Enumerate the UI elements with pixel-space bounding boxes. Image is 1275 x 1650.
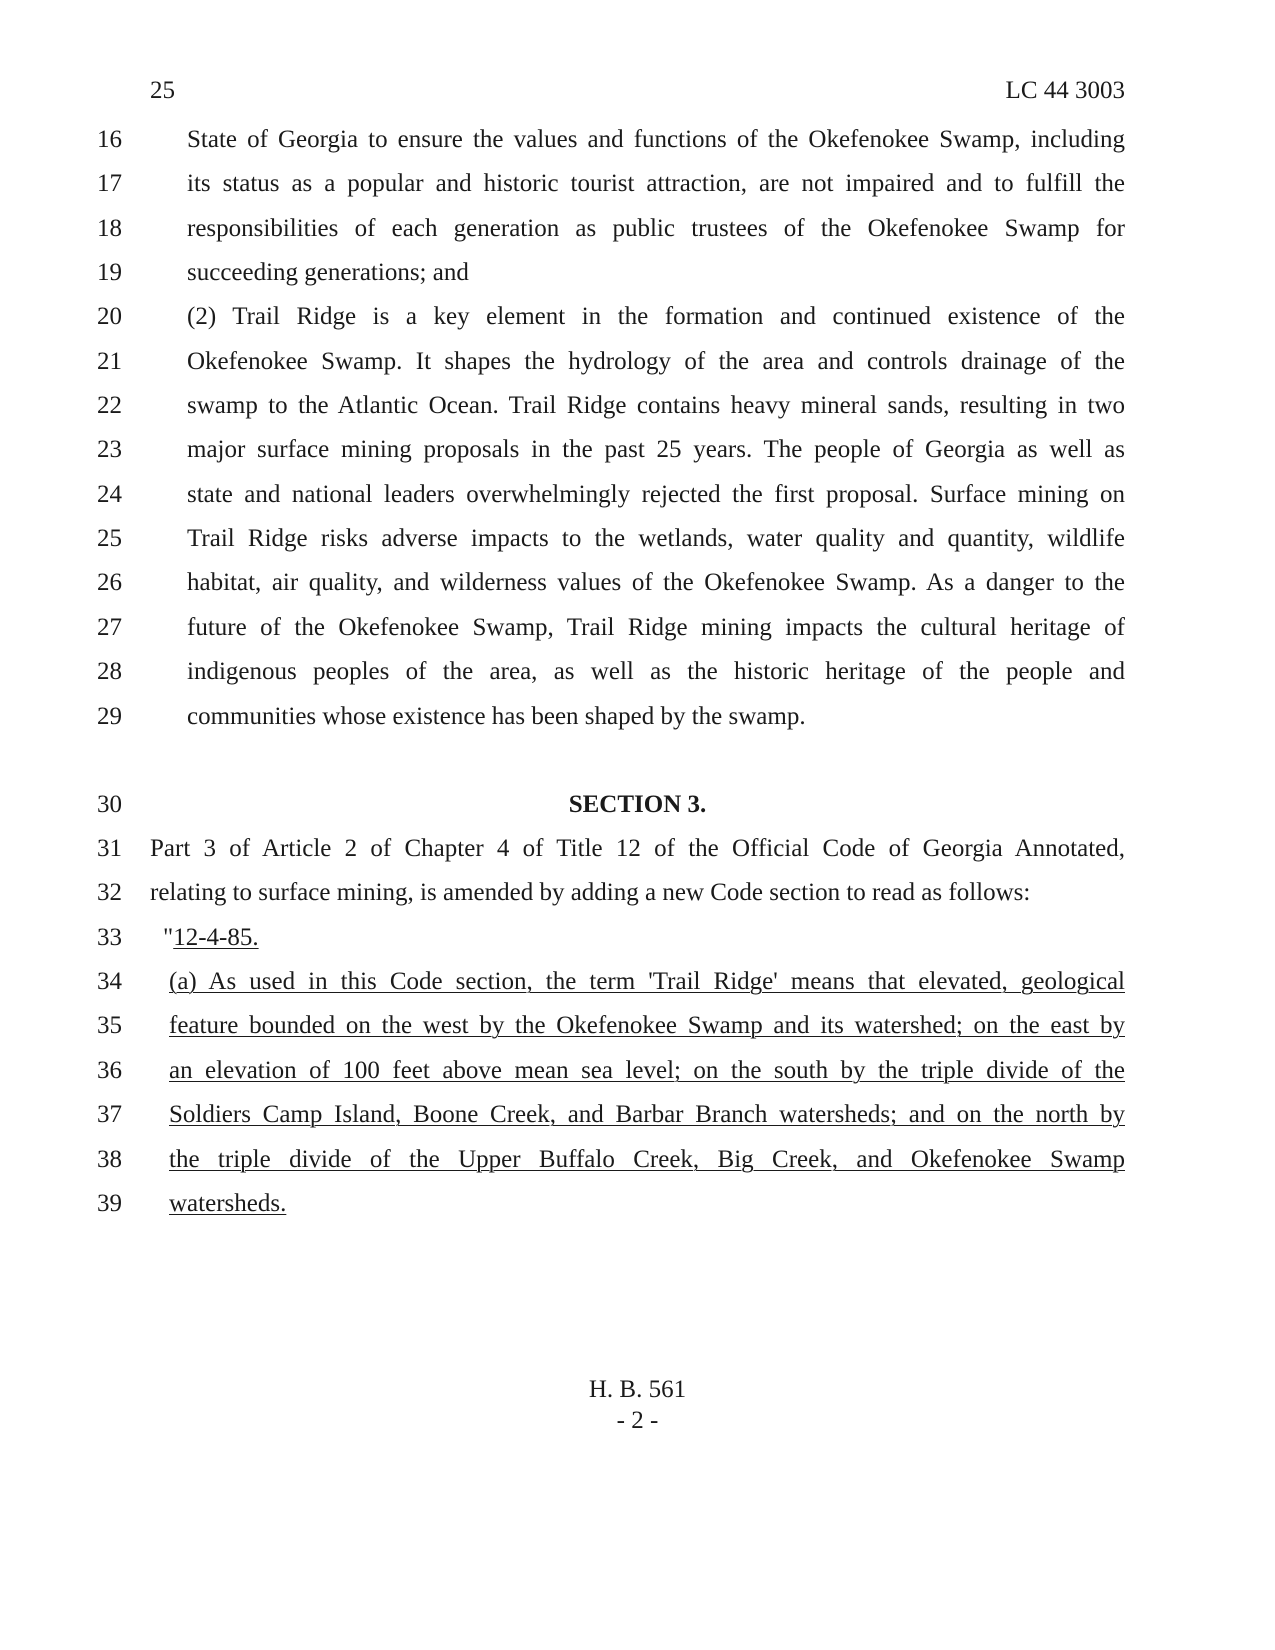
text-line [0, 959, 1275, 1005]
code-section-number [163, 915, 1125, 961]
text-line [0, 605, 1275, 651]
page-number: - 2 - [616, 1407, 659, 1434]
line-number: 26 [97, 569, 122, 596]
line-number: 17 [97, 170, 122, 197]
line-number: 29 [97, 703, 122, 730]
text-line [0, 1137, 1275, 1183]
line-number: 28 [97, 658, 122, 685]
text-line [0, 1048, 1275, 1094]
line-number: 37 [97, 1101, 122, 1128]
line-number: 36 [97, 1057, 122, 1084]
inserted-text: an elevation of 100 feet above mean sea level; on the south by the triple divide of the [169, 1057, 1125, 1084]
text-line [0, 250, 1275, 296]
text-line [0, 294, 1275, 340]
inserted-text: feature bounded on the west by the Okefenokee Swamp and its watershed; on the east by [169, 1012, 1125, 1039]
text-line [0, 870, 1275, 916]
line-number: 39 [97, 1190, 122, 1217]
line-text: future of the Okefenokee Swamp, Trail Ridge mining impacts the cultural heritage of [187, 614, 1125, 641]
line-text: Okefenokee Swamp. It shapes the hydrology of the area and controls drainage of the [187, 348, 1125, 375]
text-line [0, 1092, 1275, 1138]
line-number: 27 [97, 614, 122, 641]
line-text: relating to surface mining, is amended by adding a new Code section to read as follows: [150, 879, 1031, 906]
line-number: 35 [97, 1012, 122, 1039]
line-text: major surface mining proposals in the past 25 years. The people of Georgia as well as [187, 436, 1125, 463]
line-text: swamp to the Atlantic Ocean. Trail Ridge contains heavy mineral sands, resulting in two [187, 392, 1125, 419]
text-line [0, 206, 1275, 252]
line-number: 23 [97, 436, 122, 463]
line-text: communities whose existence has been shaped by the swamp. [187, 703, 806, 730]
inserted-text: 12-4-85. [173, 924, 259, 951]
line-text: succeeding generations; and [187, 259, 469, 286]
line-number: 34 [97, 968, 122, 995]
line-text: Trail Ridge risks adverse impacts to the wetlands, water quality and quantity, wildlife [187, 525, 1125, 552]
code-section-line [0, 915, 1275, 961]
text-line [0, 649, 1275, 695]
line-text: State of Georgia to ensure the values and functions of the Okefenokee Swamp, including [187, 126, 1125, 153]
line-number: 25 [97, 525, 122, 552]
line-number: 16 [97, 126, 122, 153]
text-line [0, 1181, 1275, 1227]
text-line [0, 117, 1275, 163]
inserted-text: the triple divide of the Upper Buffalo Creek, Big Creek, and Okefenokee Swamp [169, 1146, 1125, 1173]
bill-number: H. B. 561 [588, 1376, 687, 1403]
text-line [0, 339, 1275, 385]
line-number: 18 [97, 215, 122, 242]
document-code: LC 44 3003 [1005, 77, 1125, 104]
line-number: 30 [97, 791, 122, 818]
line-number: 20 [97, 303, 122, 330]
text-line [0, 1003, 1275, 1049]
text-line [0, 516, 1275, 562]
section-heading-line [0, 782, 1275, 828]
inserted-text: watersheds. [169, 1190, 287, 1217]
text-line [0, 694, 1275, 740]
text-line [0, 826, 1275, 872]
text-line [0, 427, 1275, 473]
line-number: 33 [97, 924, 122, 951]
line-number: 32 [97, 879, 122, 906]
line-text: indigenous peoples of the area, as well as the historic heritage of the people and [187, 658, 1125, 685]
text-line [0, 383, 1275, 429]
page-line-start-number: 25 [150, 77, 175, 104]
inserted-text: (a) As used in this Code section, the term 'Trail Ridge' means that elevated, geological [169, 968, 1125, 995]
line-number: 24 [97, 481, 122, 508]
text-line [0, 560, 1275, 606]
line-number: 38 [97, 1146, 122, 1173]
open-quote: " [163, 924, 174, 951]
line-text: state and national leaders overwhelmingly rejected the first proposal. Surface mining on [187, 481, 1125, 508]
text-line [0, 161, 1275, 207]
section-heading: SECTION 3. [568, 791, 707, 818]
line-text: habitat, air quality, and wilderness values of the Okefenokee Swamp. As a danger to the [187, 569, 1125, 596]
text-line [0, 472, 1275, 518]
line-number: 21 [97, 348, 122, 375]
line-number: 19 [97, 259, 122, 286]
line-text: Part 3 of Article 2 of Chapter 4 of Title 12 of the Official Code of Georgia Annotated, [150, 835, 1125, 862]
line-number: 31 [97, 835, 122, 862]
line-number: 22 [97, 392, 122, 419]
line-text: responsibilities of each generation as public trustees of the Okefenokee Swamp for [187, 215, 1125, 242]
line-text: its status as a popular and historic tourist attraction, are not impaired and to fulfill the [187, 170, 1125, 197]
line-text: (2) Trail Ridge is a key element in the formation and continued existence of the [187, 303, 1125, 330]
inserted-text: Soldiers Camp Island, Boone Creek, and Barbar Branch watersheds; and on the north by [169, 1101, 1125, 1128]
